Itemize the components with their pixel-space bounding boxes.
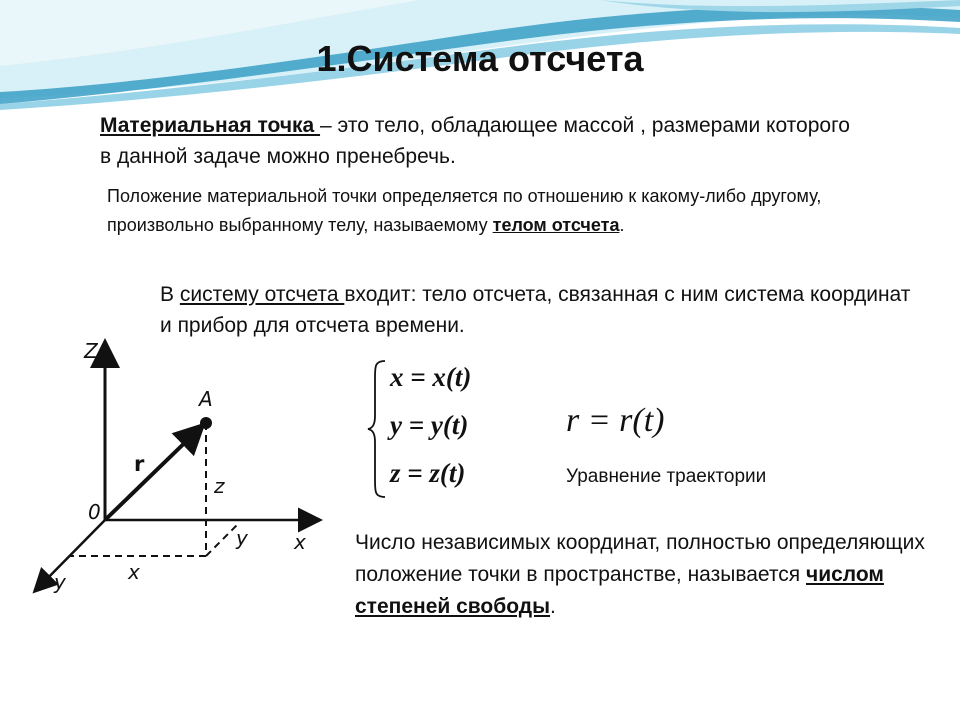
slide-title: 1.Система отсчета [316, 38, 644, 79]
y-axis-label: y [54, 570, 66, 594]
term-degrees-of-freedom: числом степеней свободы [355, 563, 884, 618]
definition-text: – это тело, обладающее массой , размерами которого в данной задаче можно пренебречь. [100, 114, 850, 168]
origin-label: 0 [88, 500, 101, 524]
r-vector [105, 428, 200, 520]
term-material-point: Материальная точка [100, 114, 321, 137]
equation-x: x = x(t) [390, 362, 472, 392]
trajectory-equation-caption: Уравнение траектории [566, 466, 767, 487]
definition-material-point [100, 110, 860, 172]
system-brace [365, 358, 389, 500]
y-projection-label: y [236, 526, 248, 550]
vector-r-label: r [134, 452, 145, 476]
z-projection-label: z [214, 474, 225, 498]
term-reference-body: телом отсчета [492, 215, 620, 235]
reference-system-text: входит: тело отсчета, связанная с ним система координат и прибор для отсчета времени. [160, 283, 911, 337]
degrees-of-freedom-text: Число независимых координат, полностью определяющих положение точки в пространстве, называется [355, 531, 925, 586]
equation-r: r = r(t) [566, 402, 665, 439]
z-axis-label: Z [84, 339, 98, 363]
equation-y: y = y(t) [390, 410, 469, 440]
term-reference-system: систему отсчета [179, 283, 345, 306]
equation-z: z = z(t) [390, 458, 466, 488]
x-axis-label: x [294, 530, 306, 554]
reference-system-lead: В [160, 283, 180, 306]
degrees-of-freedom-paragraph [355, 527, 935, 623]
x-projection-label: x [128, 560, 140, 584]
reference-body-paragraph [107, 182, 907, 240]
coordinate-diagram [20, 330, 340, 610]
point-a-label: A [199, 387, 213, 411]
reference-body-text: Положение материальной точки определяется по отношению к какому-либо другому, произвольно выбранному телу, называемому [107, 186, 822, 235]
reference-body-end: . [619, 215, 625, 235]
degrees-of-freedom-end: . [550, 595, 556, 618]
